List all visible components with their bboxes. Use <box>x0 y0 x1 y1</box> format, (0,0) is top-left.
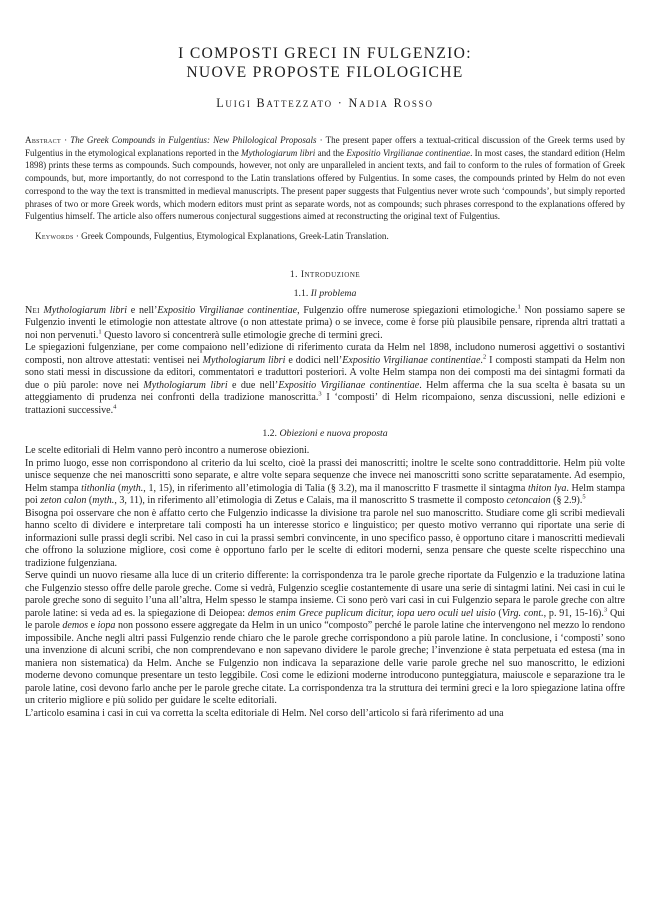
section-heading-introduzione <box>25 270 625 280</box>
p4-i6: cetoncaion <box>506 495 551 507</box>
p2-t3: . <box>480 354 483 366</box>
p7-t1: L’articolo esamina i casi in cui va corretta la scelta editoriale di Helm. Nel corso dell’articolo si farà riferimento ad una <box>25 707 504 719</box>
subsection-label: Obiezioni e nuova proposta <box>279 428 388 440</box>
p6-i3: demos <box>62 620 89 632</box>
p6-i2: Virg. cont. <box>501 607 544 619</box>
abstract-text-2: and the <box>315 147 347 158</box>
p4-i4: zeton calon <box>40 495 87 507</box>
p2-i1: Mythologiarum libri <box>202 354 286 366</box>
abstract-english-title: The Greek Compounds in Fulgentius: New Philological Proposals <box>70 135 317 145</box>
p2-t2: e dodici nell’ <box>285 354 343 366</box>
p6-t2: ( <box>495 607 502 619</box>
p2-i2: Expositio Virgilianae continentiae <box>342 354 481 366</box>
section-label: Introduzione <box>300 269 361 280</box>
paragraph-3 <box>25 445 625 458</box>
article-title <box>25 44 625 82</box>
p2-t6: . Helm afferma che la sua scelta è basata su un atteggiamento di prudenza nei confronti della tradizione manoscritta. <box>25 379 626 404</box>
paragraph-5 <box>25 508 625 571</box>
paragraph-4 <box>25 458 625 508</box>
author-2: Nadia Rosso <box>348 96 434 110</box>
p6-i1: demos enim Grece puplicum dicitur, iopa uero oculi uel uisio <box>247 607 496 619</box>
p5-t1: Bisogna poi osservare che non è affatto certo che Fulgenzio indicasse la divisione tra parole nel suo manoscritto. Studiare come gli scribi medievali hanno scelto di dividere e interpretare tali composti ha un interesse storico e linguistico; per questo motivo verranno qui riportate una serie di informazioni sulle prassi degli scribi. Nel caso in cui la prassi sembri convincente, in uno specifico passo, è opportuno citare i manoscritti medievali che offrono la soluzione migliore, così come è opportuno farlo per le scelte di editori moderni, senza pensare che queste scelte rispecchino una tradizione fulgenziana. <box>25 507 625 569</box>
keywords-sep: · <box>73 230 82 241</box>
footnote-ref[interactable]: 3 <box>318 390 322 398</box>
p1-lead: Nei <box>25 304 40 316</box>
abstract-text-3: . In most cases, the standard edition (Helm 1898) prints these terms as compounds. Such compounds, however, not only are unparalleled in ancient texts, and fail to conform to the rules of formation of Greek compounds, but, more importantly, do not correspond to the Latin translations offered by Fulgentius. In some cases, the compounds printed by Helm do not even correspond to the way the text is transmitted in medieval manuscripts. The present paper suggests that Fulgentius never wrote such ‘compounds’, but simply reported phrases of two or more Greek words, which modern editors must print as separate words, not as compounds; such phrases correspond to the explanations offered by Fulgentius himself. The article also offers numerous conjectural suggestions aimed at reconstructing the original text of Fulgentius. <box>25 147 626 222</box>
p2-t7: I ‘composti’ di Helm ricompaiono, senza discussioni, nelle edizioni e trattazioni successive. <box>25 392 625 416</box>
p4-t7: (§ 2.9). <box>550 495 583 507</box>
p2-i3: Mythologiarum libri <box>143 379 228 391</box>
p6-t6: non possono essere aggregate da Helm in un unico “composto” perché le parole latine che intervengono nel mezzo lo rendono impossibile. Anche negli altri passi Fulgenzio rende chiaro che le parole greche corrispondono a più parole latine. In conclusione, i ‘composti’ sono una invenzione di alcuni scribi, che non comprendevano e non sapevano dividere le parole greche; l’invenzione è stata perpetuata ed estesa (ma in maniera non sistematica) da Helm. Anche se Fulgenzio non indicava la separazione delle varie parole greche nel suo manoscritto, le edizioni moderne devono comunque presentare un testo leggibile. Così come le edizioni moderne introducono punteggiatura, maiuscole e separazione tra le parole latine, così devono farlo anche per le parole greche citate. La corrispondenza tra la struttura dei termini greci e la loro spiegazione latina offre un criterio migliore e più solido per guidare le scelte editoriali. <box>25 620 625 707</box>
abstract-sep-2: · <box>316 135 326 145</box>
p4-t1: In primo luogo, esse non corrispondono al criterio da lui scelto, cioè la prassi dei manoscritti; inoltre le scelte sono contraddittorie. Helm più volte unisce sequenze che nei manoscritti sono separate, e altre volte separa sequenze che invece nei manoscritti sono scritte separatamente. Ad esempio, Helm stampa <box>25 457 625 494</box>
abstract-italic-1: Mythologiarum libri <box>241 147 316 158</box>
p1-i2: Expositio Virgilianae continentiae <box>157 304 298 316</box>
p1-t1: e nell’ <box>127 304 158 316</box>
p6-t4: Qui le parole <box>25 607 626 632</box>
p2-i4: Expositio Virgilianae continentiae <box>278 379 420 391</box>
paragraph-1 <box>25 305 625 343</box>
p6-i4: iopa <box>97 620 116 632</box>
p1-t3: Non possiamo sapere se Fulgenzio inventi le etimologie non attestate altrove (o non attestate prima) o se invece, come è forse più plausibile pensare, riprenda altri trattati a noi non pervenuti. <box>25 304 625 341</box>
abstract-sep: · <box>60 135 71 145</box>
footnote-ref[interactable]: 4 <box>113 403 117 411</box>
paragraph-7 <box>25 708 625 721</box>
paragraph-6 <box>25 570 625 708</box>
p1-t4: Questo lavoro si concentrerà sulle etimologie greche di termini greci. <box>101 329 383 341</box>
keywords-label: Keywords <box>35 230 74 241</box>
p6-t1: Serve quindi un nuovo riesame alla luce di un criterio differente: la corrispondenza tra le parole greche riportate da Fulgenzio e la traduzione latina che Fulgenzio stesso offre delle parole greche. Come si vedrà, Fulgenzio sceglie costantemente di usare una serie di sintagmi latini. Nei casi in cui le parole greche sono di seguito l’una all’altra, Helm spesso le stampa insieme. Ci sono però vari casi in cui Fulgenzio separa le parole greche con altre parole latine: si veda ad es. la spiegazione di Deiopea: <box>25 570 625 619</box>
p6-t3: , p. 91, 15-16). <box>543 607 604 619</box>
keywords-text: Greek Compounds, Fulgentius, Etymological Explanations, Greek-Latin Translation. <box>81 230 389 241</box>
keywords <box>25 230 625 243</box>
p3-t1: Le scelte editoriali di Helm vanno però incontro a numerose obiezioni. <box>25 445 310 457</box>
footnote-ref[interactable]: 3 <box>603 606 608 614</box>
footnote-ref[interactable]: 5 <box>582 493 586 501</box>
title-line-1: I COMPOSTI GRECI IN FULGENZIO: <box>178 45 472 62</box>
author-1: Luigi Battezzato <box>216 96 333 110</box>
author-separator: · <box>332 96 349 110</box>
p4-i5: myth. <box>92 495 115 507</box>
p2-t4: I composti stampati da Helm non sono stati messi in discussione da editori, commentatori e traduttori posteriori. A volte Helm stampa non dei composti ma dei sintagmi formati da due o più parole: nove nei <box>25 354 626 391</box>
p4-i2: myth. <box>121 482 144 494</box>
subsection-number: 1.1. <box>293 287 311 299</box>
p4-i3: thiton lya <box>527 482 567 494</box>
body-text <box>25 305 625 721</box>
footnote-ref[interactable]: 1 <box>517 303 521 311</box>
subsection-number: 1.2. <box>262 428 280 440</box>
p6-t5: e <box>88 620 98 632</box>
abstract-italic-2: Expositio Virgilianae continentiae <box>346 147 471 158</box>
p4-i1: tithonlia <box>81 482 116 494</box>
p4-t5: ( <box>86 495 93 507</box>
p1-t2: , Fulgenzio offre numerose spiegazioni etimologiche. <box>297 304 518 316</box>
p4-t4: . Helm stampa poi <box>25 482 626 507</box>
p4-t2: ( <box>115 482 122 494</box>
p4-t3: , 1, 15), in riferimento all’etimologia di Talia (§ 3.2), ma il manoscritto F trasmette il sintagma <box>143 482 528 494</box>
p4-t6: , 3, 11), in riferimento all’etimologia di Zetus e Calais, ma il manoscritto S trasmette il composto <box>114 495 507 507</box>
subsection-heading-problema <box>25 288 625 299</box>
abstract <box>25 134 625 223</box>
paragraph-2 <box>25 342 625 417</box>
abstract-label: Abstract <box>25 135 61 145</box>
title-line-2: NUOVE PROPOSTE FILOLOGICHE <box>186 64 464 81</box>
abstract-text-1: The present paper offers a textual-critical discussion of the Greek terms used by Fulgentius in the etymological explanations reported in the <box>25 135 626 158</box>
authors-line <box>25 96 625 111</box>
section-number: 1. <box>289 269 301 280</box>
subsection-heading-obiezioni <box>25 428 625 439</box>
p2-t5: e due nell’ <box>227 379 279 391</box>
footnote-ref[interactable]: 2 <box>482 353 487 361</box>
subsection-label: Il problema <box>310 287 357 299</box>
footnote-ref[interactable]: 1 <box>98 328 102 336</box>
p1-i1: Mythologiarum libri <box>43 304 128 316</box>
p2-t1: Le spiegazioni fulgenziane, per come compaiono nell’edizione di riferimento curata da Helm nel 1898, includono numerosi aggettivi o sostantivi composti, non altrove attestati: ventisei nei <box>25 342 625 366</box>
